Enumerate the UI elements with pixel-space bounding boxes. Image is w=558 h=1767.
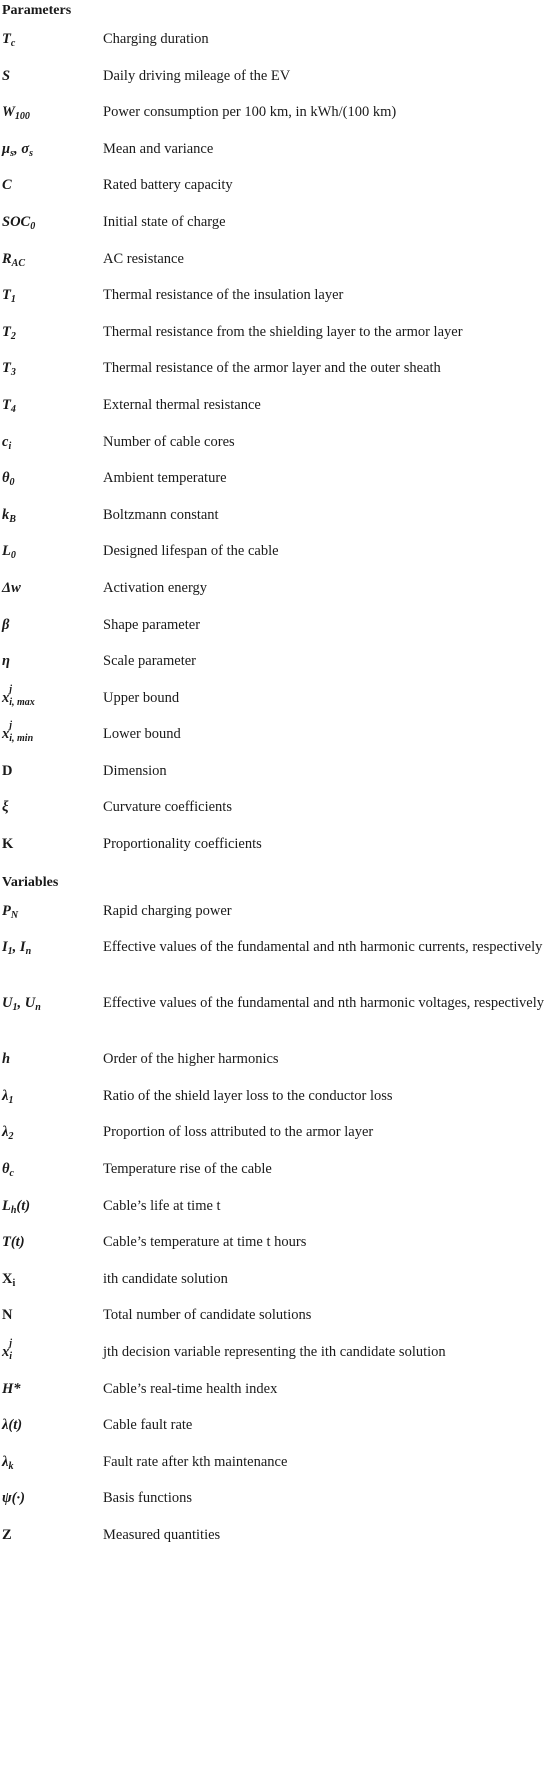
symbol-row (2, 1333, 558, 1370)
symbol-subscript: 3 (10, 367, 16, 379)
symbol-description: Temperature rise of the cable (103, 1161, 272, 1178)
symbol-row (2, 459, 558, 496)
symbol-description: Thermal resistance of the insulation layer (103, 287, 344, 304)
symbol-row (2, 1296, 558, 1333)
symbol-row (2, 606, 558, 643)
symbol-row (2, 1443, 558, 1480)
symbol-row (2, 569, 558, 606)
symbol-main: T (2, 360, 11, 377)
parameters-list (2, 20, 558, 862)
symbol (2, 541, 103, 561)
symbol-subscript: i, min (9, 733, 34, 745)
symbol (2, 249, 103, 269)
symbol-main: T (2, 323, 11, 340)
symbol-main: U (2, 995, 13, 1012)
symbol (2, 395, 103, 415)
symbol-subscript: 4 (10, 403, 16, 415)
symbol-row (2, 532, 558, 569)
symbol-description: Thermal resistance of the armor layer and the outer sheath (103, 360, 441, 377)
symbol-second: , U (17, 995, 36, 1012)
symbol-description: External thermal resistance (103, 396, 261, 413)
symbol (2, 102, 103, 122)
symbol-description: Power consumption per 100 km, in kWh/(100 km) (103, 104, 397, 121)
symbol (2, 901, 103, 921)
symbol-subscript: k (8, 1460, 14, 1472)
symbol-subscript: 0 (9, 477, 15, 489)
symbol-subscript: B (9, 513, 16, 525)
symbol-main: W (2, 104, 15, 121)
symbol-row (2, 130, 558, 167)
symbol-main: K (2, 836, 14, 853)
symbol (2, 505, 103, 525)
symbol-main: ψ(·) (2, 1490, 25, 1507)
symbol-description: AC resistance (103, 250, 184, 267)
symbol-main: C (2, 177, 12, 194)
symbol-subscript: 0 (10, 550, 16, 562)
symbol (2, 432, 103, 452)
symbol-row (2, 203, 558, 240)
symbol-second-subscript: n (35, 1002, 41, 1014)
symbol-subsup (9, 683, 55, 708)
symbol-row (2, 20, 558, 57)
symbol-subscript: c (9, 1168, 14, 1180)
symbol-description: Ratio of the shield layer loss to the conductor loss (103, 1087, 393, 1104)
symbol-main: L (2, 543, 11, 560)
symbol (2, 578, 103, 598)
symbol-second: , σ (13, 140, 30, 157)
symbol-main: SOC (2, 213, 31, 230)
symbol-subscript: 100 (14, 111, 30, 123)
symbol (2, 834, 103, 854)
symbol-subscript: 1 (10, 294, 16, 306)
symbol (2, 1086, 103, 1106)
symbol-description: Number of cable cores (103, 433, 235, 450)
symbol (2, 937, 103, 957)
symbol-second: , I (12, 939, 26, 956)
symbol-row (2, 1516, 558, 1553)
symbol (2, 29, 103, 49)
symbol-superscript: j (9, 683, 13, 695)
symbol-subscript: h (10, 1204, 17, 1216)
symbol-main: P (2, 902, 11, 919)
symbol-main: k (2, 506, 10, 523)
symbol-main: η (2, 653, 10, 670)
symbol-subscript: i (12, 1277, 16, 1289)
symbol-description: Measured quantities (103, 1526, 221, 1543)
symbol-main: T (2, 287, 11, 304)
symbol-second-subscript: s (29, 147, 33, 159)
symbol-subscript: N (10, 909, 19, 921)
symbol-description: Dimension (103, 762, 167, 779)
symbol-description: Rapid charging power (103, 902, 232, 919)
parameters-heading: Parameters (2, 3, 72, 18)
symbol (2, 1049, 103, 1069)
symbol-description: Curvature coefficients (103, 799, 232, 816)
symbol (2, 358, 103, 378)
symbol (2, 1379, 103, 1399)
symbol-description: Total number of candidate solutions (103, 1307, 312, 1324)
symbol-row (2, 93, 558, 130)
symbol-description: Daily driving mileage of the EV (103, 67, 291, 84)
symbol-description: Cable’s life at time t (103, 1197, 221, 1214)
symbol-main: λ (2, 1087, 9, 1104)
symbol-subscript: s (10, 147, 14, 159)
symbol-main: x (2, 1344, 10, 1360)
symbol-description: Thermal resistance from the shielding layer to the armor layer (103, 323, 463, 340)
symbol-main: R (2, 250, 12, 267)
symbol (2, 797, 103, 817)
symbol-subscript: i (9, 1351, 13, 1362)
symbol-row (2, 1406, 558, 1443)
symbol-second-subscript: n (25, 946, 32, 958)
symbol-subscript: i, max (9, 696, 35, 708)
symbol-main: N (2, 1307, 13, 1324)
symbol-row (2, 1479, 558, 1516)
symbol (2, 1488, 103, 1508)
symbol-row (2, 892, 558, 929)
symbol-description: Scale parameter (103, 653, 196, 670)
symbol-row (2, 1150, 558, 1187)
symbol-description: Upper bound (103, 689, 180, 706)
symbol-row (2, 928, 558, 984)
symbol-main: L (2, 1197, 11, 1214)
symbol-main: Z (2, 1526, 12, 1543)
symbol-main: β (2, 616, 10, 633)
symbol-row (2, 313, 558, 350)
symbol-row (2, 1260, 558, 1297)
symbol-description: Basis functions (103, 1490, 193, 1507)
symbol-subscript: 0 (30, 220, 36, 232)
variables-heading: Variables (2, 874, 59, 890)
symbol-superscript: j (9, 1338, 13, 1349)
symbol-main: T (2, 396, 11, 413)
symbol-subsup (9, 720, 55, 745)
symbol-description: Mean and variance (103, 140, 214, 157)
symbol-description: Effective values of the fundamental and nth harmonic voltages, respectively (103, 995, 545, 1012)
symbol-argument: (t) (16, 1197, 31, 1214)
symbol (2, 1269, 103, 1289)
symbol (2, 683, 103, 708)
symbol-subscript: 2 (10, 330, 16, 342)
symbol-subscript: c (10, 38, 16, 49)
symbol (2, 1122, 103, 1142)
symbol-row (2, 1187, 558, 1224)
symbol (2, 1232, 103, 1252)
symbol (2, 322, 103, 342)
symbol-row (2, 1113, 558, 1150)
symbol-main: T(t) (2, 1234, 25, 1251)
symbol-main: μ (2, 140, 11, 157)
symbol-description: Cable’s real-time health index (103, 1380, 278, 1397)
symbol-description: Ambient temperature (103, 470, 227, 487)
symbol (2, 651, 103, 671)
symbol (2, 66, 103, 86)
symbol-row (2, 825, 558, 862)
symbol-row (2, 423, 558, 460)
symbol-row (2, 752, 558, 789)
symbol-row (2, 276, 558, 313)
symbol-main: H* (2, 1380, 21, 1397)
symbol (2, 1452, 103, 1472)
symbol-main: S (2, 67, 11, 84)
symbol-description: Boltzmann constant (103, 506, 219, 523)
symbol-row (2, 496, 558, 533)
symbol-main: X (2, 1270, 13, 1287)
symbol-main: x (2, 726, 10, 743)
symbol (2, 1525, 103, 1545)
symbol-main: λ(t) (2, 1417, 23, 1434)
symbol-row (2, 984, 558, 1040)
symbol-subscript: AC (11, 257, 26, 269)
symbol (2, 1305, 103, 1325)
symbol-main: Δw (2, 579, 21, 596)
symbol (2, 285, 103, 305)
symbol-superscript: j (9, 720, 13, 732)
symbol (2, 1338, 103, 1362)
symbol-subscript: 1 (12, 1002, 18, 1014)
symbol-description: Order of the higher harmonics (103, 1051, 279, 1068)
symbol-description: Cable’s temperature at time t hours (103, 1234, 307, 1251)
symbol-description: Cable fault rate (103, 1417, 193, 1434)
symbol (2, 993, 103, 1013)
symbol-description: Lower bound (103, 726, 181, 743)
symbol (2, 720, 103, 745)
symbol (2, 175, 103, 195)
symbol-main: c (2, 433, 9, 450)
symbol-row (2, 1370, 558, 1407)
symbol-main: x (2, 689, 10, 706)
symbol-main: h (2, 1051, 11, 1068)
symbol-row (2, 349, 558, 386)
symbol-description: Initial state of charge (103, 213, 226, 230)
symbol-subscript: i (8, 440, 12, 452)
symbol-row (2, 386, 558, 423)
symbol-row (2, 1077, 558, 1114)
symbol-main: I (2, 939, 8, 956)
symbol-subscript: 1 (8, 1094, 14, 1106)
symbol (2, 468, 103, 488)
symbol (2, 212, 103, 232)
symbol-description: Proportion of loss attributed to the armor layer (103, 1124, 374, 1141)
symbol (2, 1159, 103, 1179)
symbol-description: Proportionality coefficients (103, 836, 262, 853)
symbol-description: Shape parameter (103, 616, 201, 633)
symbol-description: Designed lifespan of the cable (103, 543, 279, 560)
variables-list (2, 892, 558, 1553)
symbol-main: ξ (2, 799, 9, 816)
symbol-subscript: 2 (8, 1131, 14, 1143)
symbol-description: Fault rate after kth maintenance (103, 1453, 288, 1470)
symbol (2, 615, 103, 635)
symbol-row (2, 642, 558, 679)
symbol-description: Effective values of the fundamental and nth harmonic currents, respectively (103, 939, 543, 956)
symbol-row (2, 1040, 558, 1077)
symbol-description: Activation energy (103, 579, 208, 596)
symbol-row (2, 715, 558, 752)
symbol-row (2, 679, 558, 716)
symbol-main: θ (2, 470, 10, 487)
symbol-row (2, 57, 558, 94)
symbol-subsup (9, 1338, 55, 1362)
symbol-main: λ (2, 1453, 9, 1470)
symbol (2, 1415, 103, 1435)
symbol-row (2, 166, 558, 203)
symbol-description: Charging duration (103, 31, 209, 47)
symbol (2, 761, 103, 781)
symbol-row (2, 788, 558, 825)
symbol-description: ith candidate solution (103, 1270, 228, 1287)
symbol-row (2, 240, 558, 277)
symbol (2, 1196, 103, 1216)
symbol-main: λ (2, 1124, 9, 1141)
symbol-subscript: 1 (7, 946, 13, 958)
symbol-row (2, 1223, 558, 1260)
symbol-description: jth decision variable representing the ith candidate solution (103, 1344, 446, 1360)
symbol (2, 139, 103, 159)
symbol-main: D (2, 762, 13, 779)
symbol-description: Rated battery capacity (103, 177, 233, 194)
symbol-main: θ (2, 1161, 10, 1178)
symbol-main: T (2, 31, 11, 47)
